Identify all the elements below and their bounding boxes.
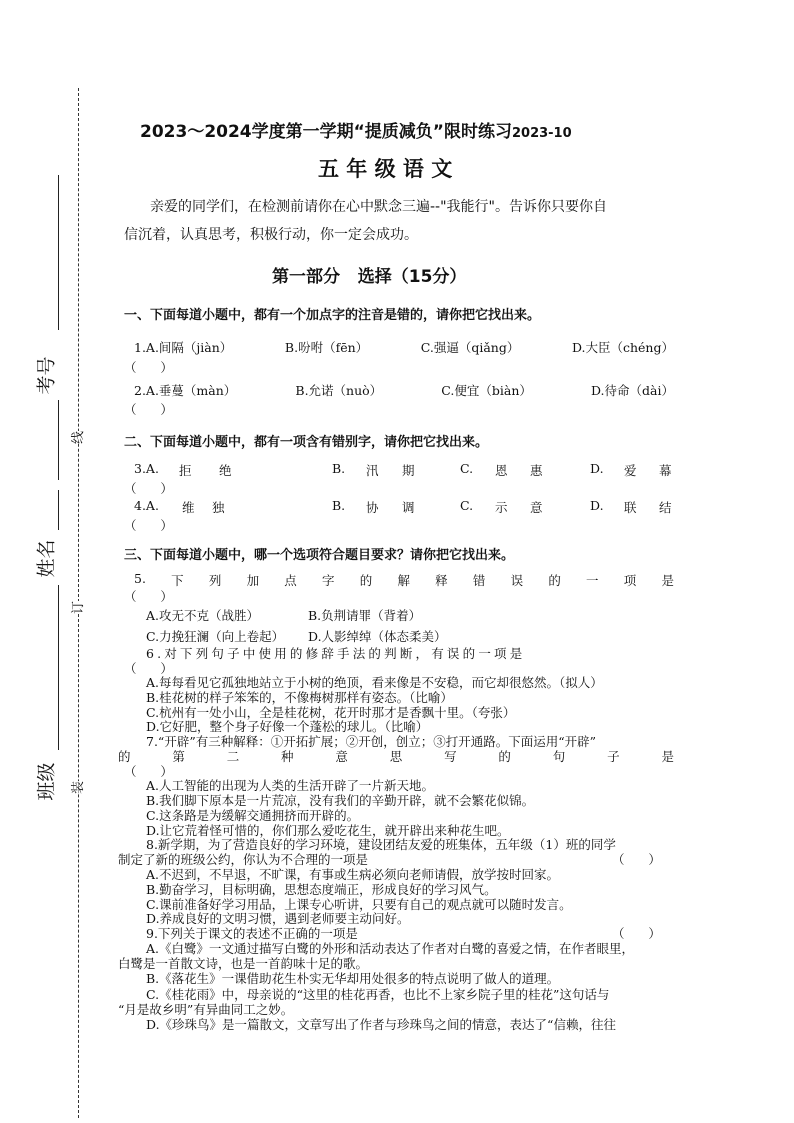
- q4-d-char1[interactable]: 联: [624, 500, 637, 515]
- q9-option-a-line2[interactable]: 白鹭是一首散文诗，也是一首韵味十足的歌。: [118, 956, 369, 971]
- q5-char: 是: [661, 573, 674, 588]
- q4-answer-blank[interactable]: （ ）: [124, 518, 173, 533]
- exam-no-underline-2: [58, 400, 59, 480]
- q4-label-b: B.: [332, 498, 346, 513]
- intro-line-2: 信沉着，认真思考，积极行动，你一定会成功。: [124, 227, 418, 243]
- q7-option-c[interactable]: C.这条路是为缓解交通拥挤而开辟的。: [146, 808, 360, 823]
- q7-stem-line1: 7.“开辟”有三种解释：①开拓扩展；②开创，创立；③打开通路。下面运用“开辟”: [146, 734, 596, 749]
- q8-option-a[interactable]: A.不迟到，不早退，不旷课，有事或生病必须向老师请假，放学按时回家。: [146, 867, 560, 882]
- q8-stem-line1: 8.新学期，为了营造良好的学习环境，建设团结友爱的班集体，五年级（1）班的同学: [146, 837, 616, 852]
- intro-line-1: 亲爱的同学们，在检测前请你在心中默念三遍--"我能行"。告诉你只要你自: [150, 199, 607, 215]
- q3-label-a: 3.A.: [134, 461, 159, 476]
- q9-option-c-line2[interactable]: “月是故乡明”有异曲同工之妙。: [118, 1002, 294, 1017]
- exam-no-label: 考号: [35, 356, 58, 395]
- q5-char: 一: [586, 573, 599, 588]
- q7-option-b[interactable]: B.我们脚下原本是一片荒凉，没有我们的辛勤开辟，就不会繁花似锦。: [146, 793, 535, 808]
- section1-heading: 一、下面每道小题中，都有一个加点字的注音是错的，请你把它找出来。: [124, 308, 541, 323]
- q3-d-char1[interactable]: 爱: [624, 463, 637, 478]
- part1-title: 第一部分 选择（15分）: [272, 267, 467, 287]
- q4-row: [134, 498, 674, 516]
- q9-option-a-line1[interactable]: A.《白鹭》一文通过描写白鹭的外形和活动表达了作者对白鹭的喜爱之情，在作者眼里，: [146, 941, 635, 956]
- q1-option-b[interactable]: B.吩咐（fēn）: [284, 340, 369, 355]
- q7-char: 子: [607, 749, 620, 764]
- q3-label-d: D.: [590, 461, 604, 476]
- q4-b-char1[interactable]: 协: [366, 500, 379, 515]
- q4-d-char2[interactable]: 结: [659, 500, 672, 515]
- q7-char: 思: [389, 749, 403, 764]
- q5-option-d[interactable]: D.人影绰绰（体态柔美）: [308, 629, 447, 644]
- q4-a-char1[interactable]: 维: [182, 500, 195, 515]
- q7-stem-line2: [118, 747, 674, 765]
- q5-char: 加: [246, 573, 260, 588]
- q1-option-a[interactable]: 1.A.间隔（jiàn）: [134, 340, 233, 355]
- q5-char: 字: [322, 573, 335, 588]
- exam-title-text: 2023～2024学度第一学期“提质减负”限时练习: [140, 122, 512, 142]
- q5-option-c[interactable]: C.力挽狂澜（向上卷起）: [146, 629, 285, 644]
- q2-option-b[interactable]: B.允诺（nuò）: [295, 383, 383, 398]
- q8-option-c[interactable]: C.课前准备好学习用品，上课专心听讲，只要有自己的观点就可以随时发言。: [146, 897, 572, 912]
- q4-label-d: D.: [590, 498, 604, 513]
- q3-answer-blank[interactable]: （ ）: [124, 481, 173, 496]
- q9-answer-blank[interactable]: （ ）: [612, 926, 661, 941]
- name-label: 姓名: [35, 539, 58, 578]
- q3-c-char2[interactable]: 惠: [530, 463, 543, 478]
- q3-a-char2[interactable]: 绝: [219, 463, 232, 478]
- q3-label-c: C.: [460, 461, 474, 476]
- section3-heading: 三、下面每道小题中，哪一个选项符合题目要求？请你把它找出来。: [124, 548, 515, 563]
- q5-char: 错: [472, 573, 486, 588]
- q9-option-c-line1[interactable]: C.《桂花雨》中，母亲说的“这里的桂花再香，也比不上家乡院子里的桂花”这句话与: [146, 987, 610, 1002]
- q3-c-char1[interactable]: 恩: [495, 463, 508, 478]
- q5-char: 的: [548, 573, 561, 588]
- binding-mark-bind: 装: [67, 781, 86, 794]
- q9-stem: 9.下列关于课文的表述不正确的一项是: [146, 926, 358, 941]
- q7-char: 第: [172, 749, 185, 764]
- q5-char: 列: [208, 573, 222, 588]
- q3-b-char1[interactable]: 汛: [366, 463, 379, 478]
- q8-stem-line2: 制定了新的班级公约，你认为不合理的一项是: [118, 852, 369, 867]
- exam-no-underline: [58, 175, 59, 330]
- q5-char: 的: [359, 573, 373, 588]
- q5-char: 解: [397, 573, 410, 588]
- q2-option-c[interactable]: C.便宜（biàn）: [441, 383, 532, 398]
- q4-label-a: 4.A.: [134, 498, 159, 513]
- q7-char: 二: [226, 749, 240, 764]
- q5-stem: [134, 571, 674, 589]
- q4-label-c: C.: [460, 498, 474, 513]
- q7-option-a[interactable]: A.人工智能的出现为人类的生活开辟了一片新天地。: [146, 778, 435, 793]
- q4-c-char1[interactable]: 示: [495, 500, 508, 515]
- q2-answer-blank[interactable]: （ ）: [124, 402, 173, 417]
- q3-b-char2[interactable]: 期: [402, 463, 415, 478]
- q5-answer-blank[interactable]: （ ）: [124, 589, 173, 604]
- q8-option-b[interactable]: B.勤奋学习，目标明确，思想态度端正，形成良好的学习风气。: [146, 882, 497, 897]
- q1-answer-blank[interactable]: （ ）: [124, 360, 173, 375]
- q6-option-d[interactable]: D.它好肥，整个身子好像一个蓬松的球儿。（比喻）: [146, 719, 429, 734]
- binding-mark-line: 线: [67, 431, 86, 444]
- q5-char: 误: [510, 573, 524, 588]
- q6-option-c[interactable]: C.杭州有一处小山，全是桂花树，花开时那才是香飘十里。（夸张）: [146, 705, 516, 720]
- q7-char: 意: [335, 749, 348, 764]
- q6-option-a[interactable]: A.每每看见它孤独地站立于小树的绝顶，看来像是不安稳，而它却很悠然。（拟人）: [146, 675, 603, 690]
- q9-option-d-line1[interactable]: D.《珍珠鸟》是一篇散文，文章写出了作者与珍珠鸟之间的情意，表达了“信赖，往往: [146, 1017, 616, 1032]
- binding-mark-staple: 订: [67, 601, 86, 614]
- q3-label-b: B.: [332, 461, 346, 476]
- q5-char: 下: [171, 573, 184, 588]
- exam-subtitle: 五 年 级 语 文: [318, 157, 453, 181]
- q4-b-char2[interactable]: 调: [402, 500, 415, 515]
- q5-char: 点: [284, 573, 297, 588]
- q7-char: 种: [281, 749, 294, 764]
- q7-char: 的: [118, 749, 131, 764]
- name-underline-2: [58, 585, 59, 745]
- q5-option-a[interactable]: A.攻无不克（战胜）: [146, 608, 260, 623]
- q7-answer-blank[interactable]: （ ）: [124, 764, 173, 779]
- q2-option-a[interactable]: 2.A.垂蔓（màn）: [134, 383, 237, 398]
- q3-d-char2[interactable]: 幕: [659, 463, 672, 478]
- q1-row: [134, 338, 674, 356]
- q6-option-b[interactable]: B.桂花树的样子笨笨的，不像梅树那样有姿态。（比喻）: [146, 690, 453, 705]
- q2-row: [134, 381, 674, 399]
- q5-char: 项: [623, 573, 637, 588]
- q5-char: 释: [435, 573, 448, 588]
- exam-title: [140, 117, 572, 142]
- q1-option-d[interactable]: D.大臣（chéng）: [571, 340, 674, 355]
- q6-stem: 6.对下列句子中使用的修辞手法的判断，有误的一项是: [146, 646, 526, 661]
- q2-option-d[interactable]: D.待命（dài）: [590, 383, 674, 398]
- exam-date: 2023-10: [511, 126, 572, 141]
- q8-answer-blank[interactable]: （ ）: [612, 852, 661, 867]
- q8-option-d[interactable]: D.养成良好的文明习惯，遇到老师要主动问好。: [146, 911, 410, 926]
- q5-option-b[interactable]: B.负荆请罪（背着）: [308, 608, 422, 623]
- q7-char: 的: [498, 749, 511, 764]
- q3-row: [134, 461, 674, 479]
- q4-c-char2[interactable]: 意: [530, 500, 543, 515]
- q1-option-c[interactable]: C.强逼（qiǎng）: [420, 340, 520, 355]
- name-underline: [58, 490, 59, 530]
- q7-char: 是: [661, 749, 674, 764]
- section2-heading: 二、下面每道小题中，都有一项含有错别字，请你把它找出来。: [124, 435, 489, 450]
- q9-option-b[interactable]: B.《落花生》一课借助花生朴实无华却用处很多的特点说明了做人的道理。: [146, 971, 560, 986]
- q4-a-char2[interactable]: 独: [212, 500, 225, 515]
- q3-a-char1[interactable]: 拒: [179, 463, 192, 478]
- class-label: 班级: [35, 762, 58, 801]
- q7-char: 写: [444, 749, 457, 764]
- q5-char: 5.: [134, 571, 146, 586]
- q7-option-d[interactable]: D.让它荒着怪可惜的，你们那么爱吃花生，就开辟出来种花生吧。: [146, 823, 510, 838]
- q6-answer-blank[interactable]: （ ）: [124, 661, 173, 676]
- q7-char: 句: [552, 749, 566, 764]
- class-underline: [58, 730, 59, 750]
